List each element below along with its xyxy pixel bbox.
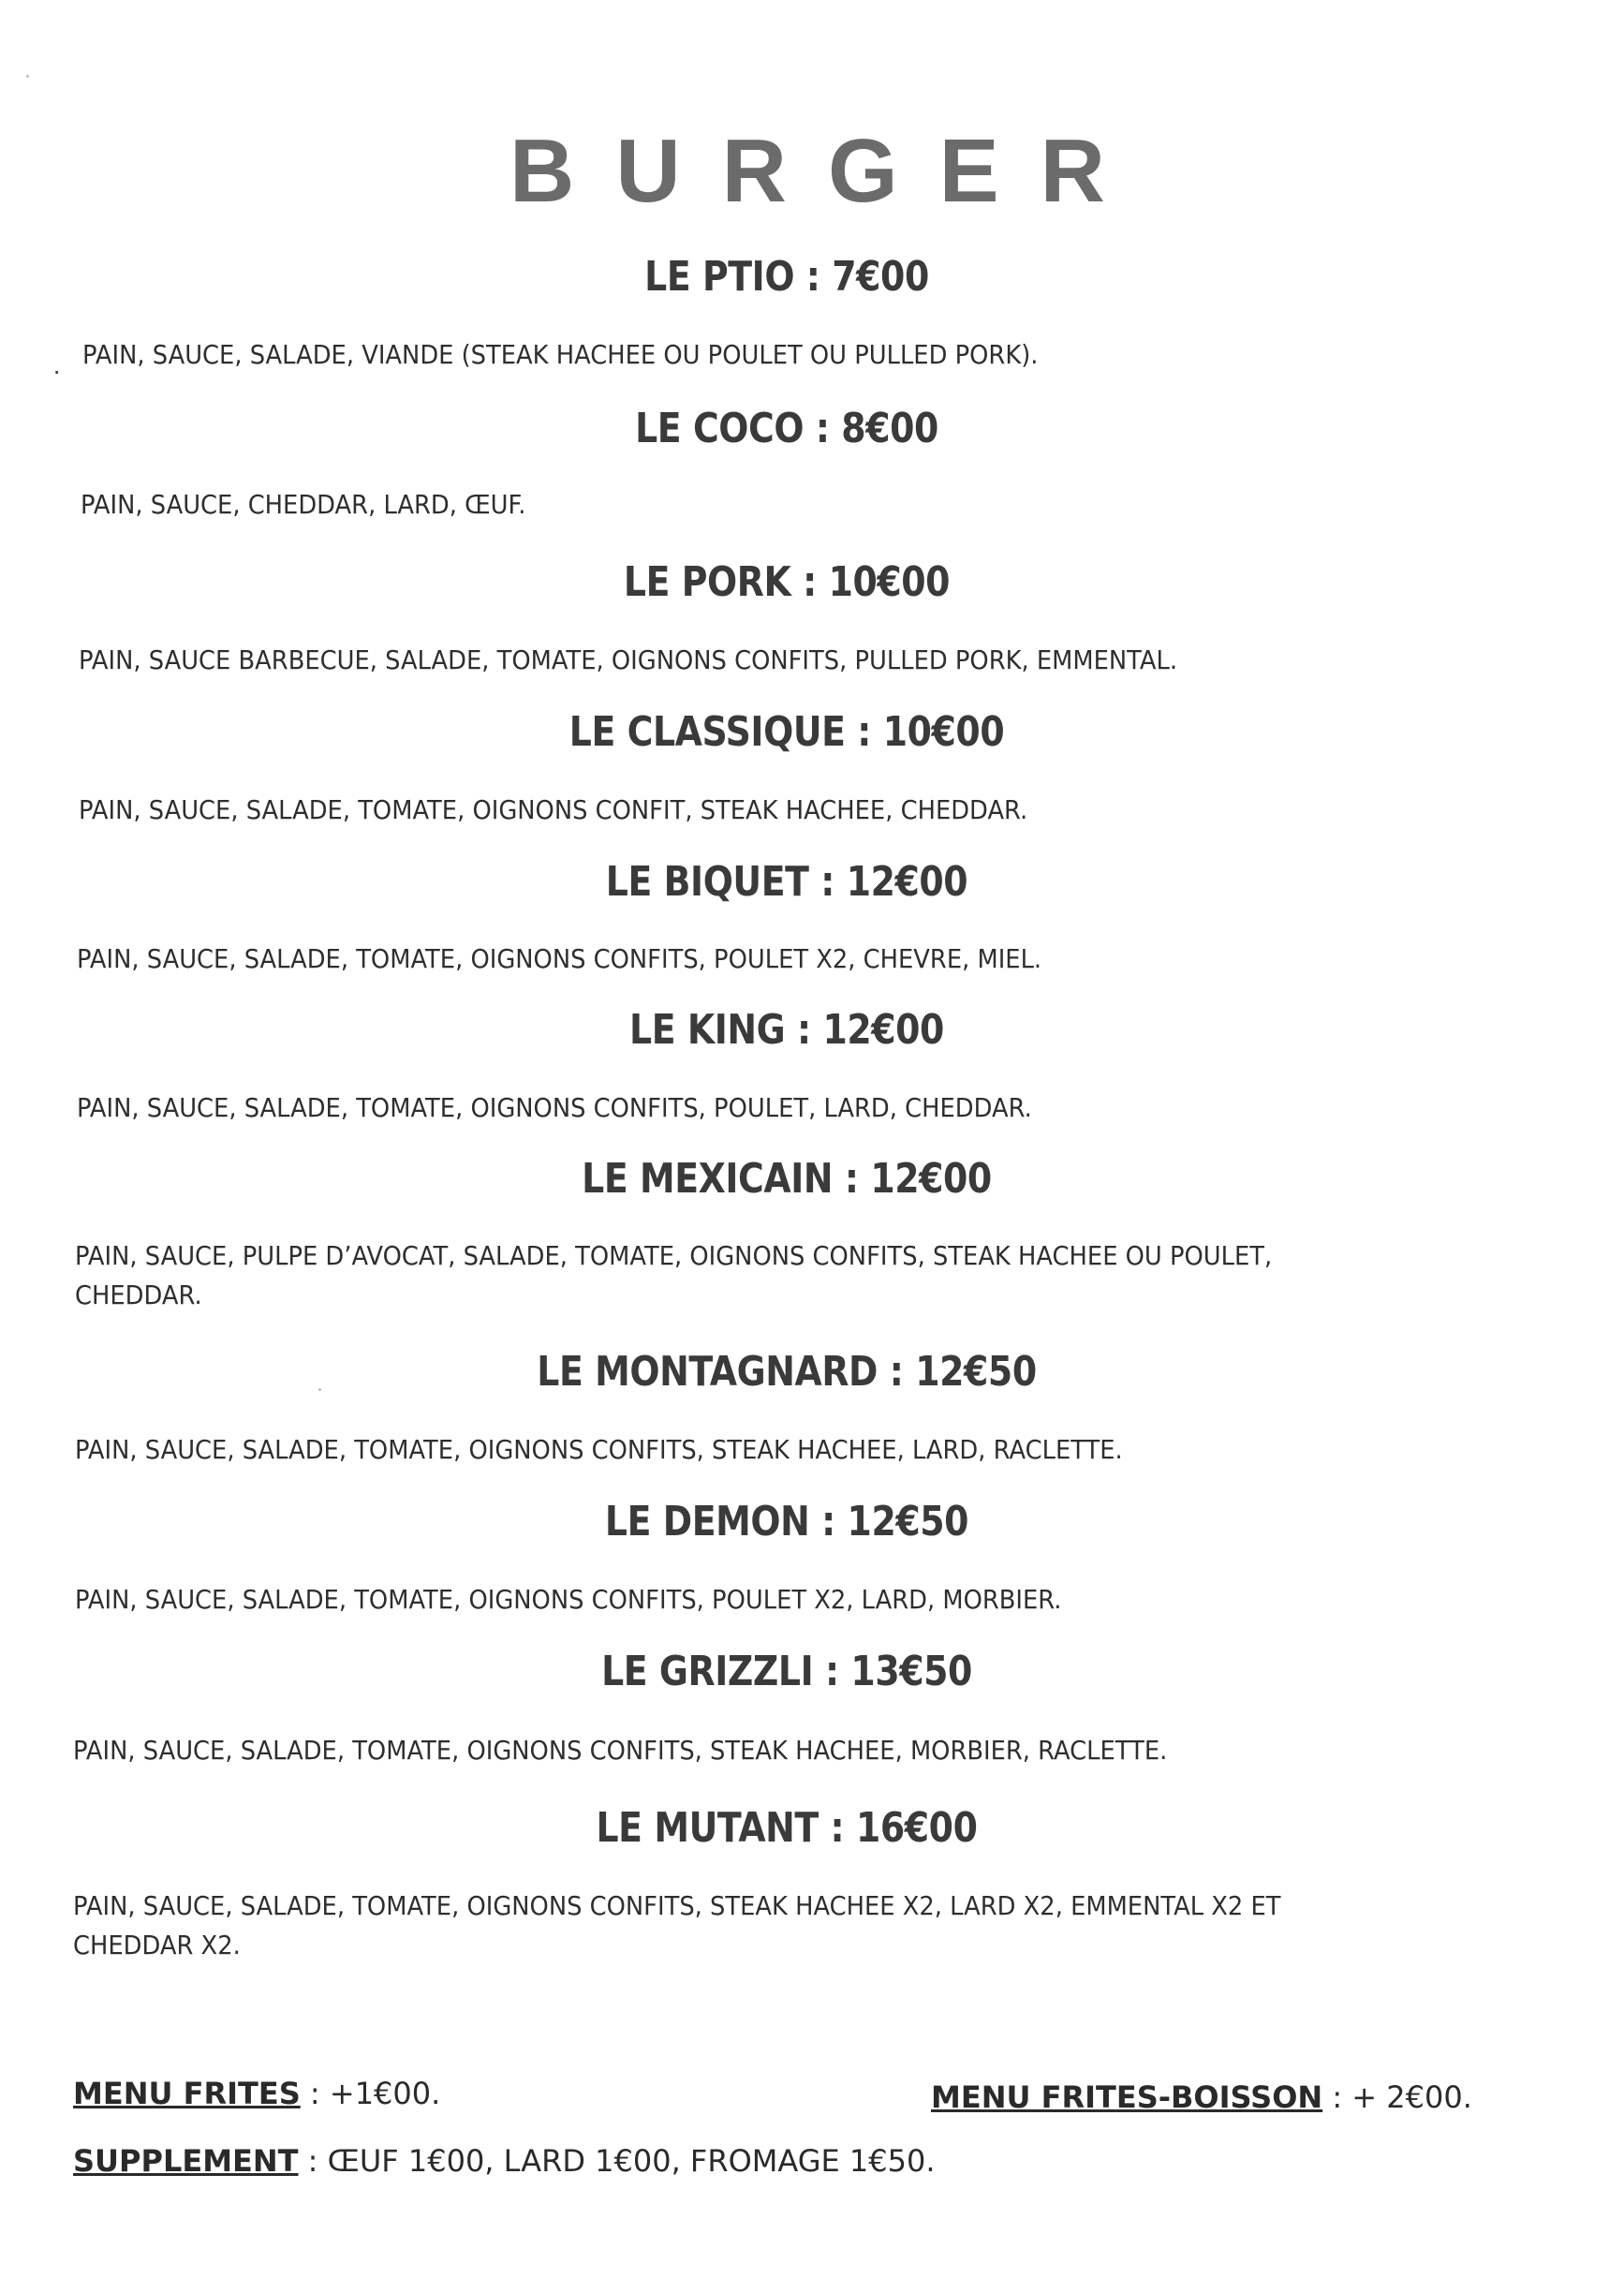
item-name-king: LE KING : 12€00: [629, 1006, 944, 1054]
scan-speck: [318, 1388, 321, 1391]
item-name-ptio: LE PTIO : 7€00: [644, 253, 929, 301]
bullet-mark: ·: [52, 356, 62, 385]
item-desc-pork: PAIN, SAUCE BARBECUE, SALADE, TOMATE, OIGNONS CONFITS, PULLED PORK, EMMENTAL.: [79, 644, 1178, 675]
item-name-pork: LE PORK : 10€00: [623, 558, 951, 606]
item-desc-mexicain: PAIN, SAUCE, PULPE D’AVOCAT, SALADE, TOMATE, OIGNONS CONFITS, STEAK HACHEE OU POULET, CHEDDAR.: [75, 1240, 1273, 1310]
menu-frites-value: : +1€00.: [300, 2076, 441, 2111]
menu-frites-label: MENU FRITES: [73, 2076, 301, 2111]
item-desc-grizzli: PAIN, SAUCE, SALADE, TOMATE, OIGNONS CONFITS, STEAK HACHEE, MORBIER, RACLETTE.: [73, 1735, 1168, 1766]
footer-menu-frites: [73, 2076, 440, 2111]
item-desc-montagnard: PAIN, SAUCE, SALADE, TOMATE, OIGNONS CONFITS, STEAK HACHEE, LARD, RACLETTE.: [75, 1434, 1123, 1465]
item-desc-demon: PAIN, SAUCE, SALADE, TOMATE, OIGNONS CONFITS, POULET X2, LARD, MORBIER.: [75, 1584, 1062, 1615]
footer-supplement: [73, 2143, 935, 2179]
supplement-label: SUPPLEMENT: [73, 2143, 299, 2179]
item-name-demon: LE DEMON : 12€50: [604, 1498, 969, 1546]
item-name-mexicain: LE MEXICAIN : 12€00: [582, 1155, 992, 1203]
item-desc-biquet: PAIN, SAUCE, SALADE, TOMATE, OIGNONS CONFITS, POULET X2, CHEVRE, MIEL.: [77, 943, 1042, 974]
menu-frites-boisson-value: : + 2€00.: [1322, 2079, 1472, 2115]
item-desc-coco: PAIN, SAUCE, CHEDDAR, LARD, ŒUF.: [81, 489, 526, 520]
item-name-coco: LE COCO : 8€00: [635, 405, 938, 452]
item-desc-mutant: PAIN, SAUCE, SALADE, TOMATE, OIGNONS CONFITS, STEAK HACHEE X2, LARD X2, EMMENTAL X2 ET CHEDDAR X2.: [73, 1890, 1281, 1960]
item-name-classique: LE CLASSIQUE : 10€00: [568, 708, 1005, 756]
supplement-value: : ŒUF 1€00, LARD 1€00, FROMAGE 1€50.: [298, 2143, 936, 2179]
item-desc-king: PAIN, SAUCE, SALADE, TOMATE, OIGNONS CONFITS, POULET, LARD, CHEDDAR.: [77, 1092, 1032, 1123]
item-name-mutant: LE MUTANT : 16€00: [596, 1804, 978, 1852]
item-desc-classique: PAIN, SAUCE, SALADE, TOMATE, OIGNONS CONFIT, STEAK HACHEE, CHEDDAR.: [79, 794, 1028, 825]
item-name-montagnard: LE MONTAGNARD : 12€50: [537, 1348, 1037, 1396]
menu-title: BURGER: [509, 121, 1146, 221]
menu-frites-boisson-label: MENU FRITES-BOISSON: [931, 2079, 1323, 2115]
footer-menu-frites-boisson: [931, 2079, 1472, 2115]
item-desc-ptio: PAIN, SAUCE, SALADE, VIANDE (STEAK HACHEE OU POULET OU PULLED PORK).: [82, 339, 1039, 370]
scan-speck: [26, 75, 29, 78]
item-name-grizzli: LE GRIZZLI : 13€50: [601, 1648, 972, 1695]
item-name-biquet: LE BIQUET : 12€00: [605, 858, 968, 906]
